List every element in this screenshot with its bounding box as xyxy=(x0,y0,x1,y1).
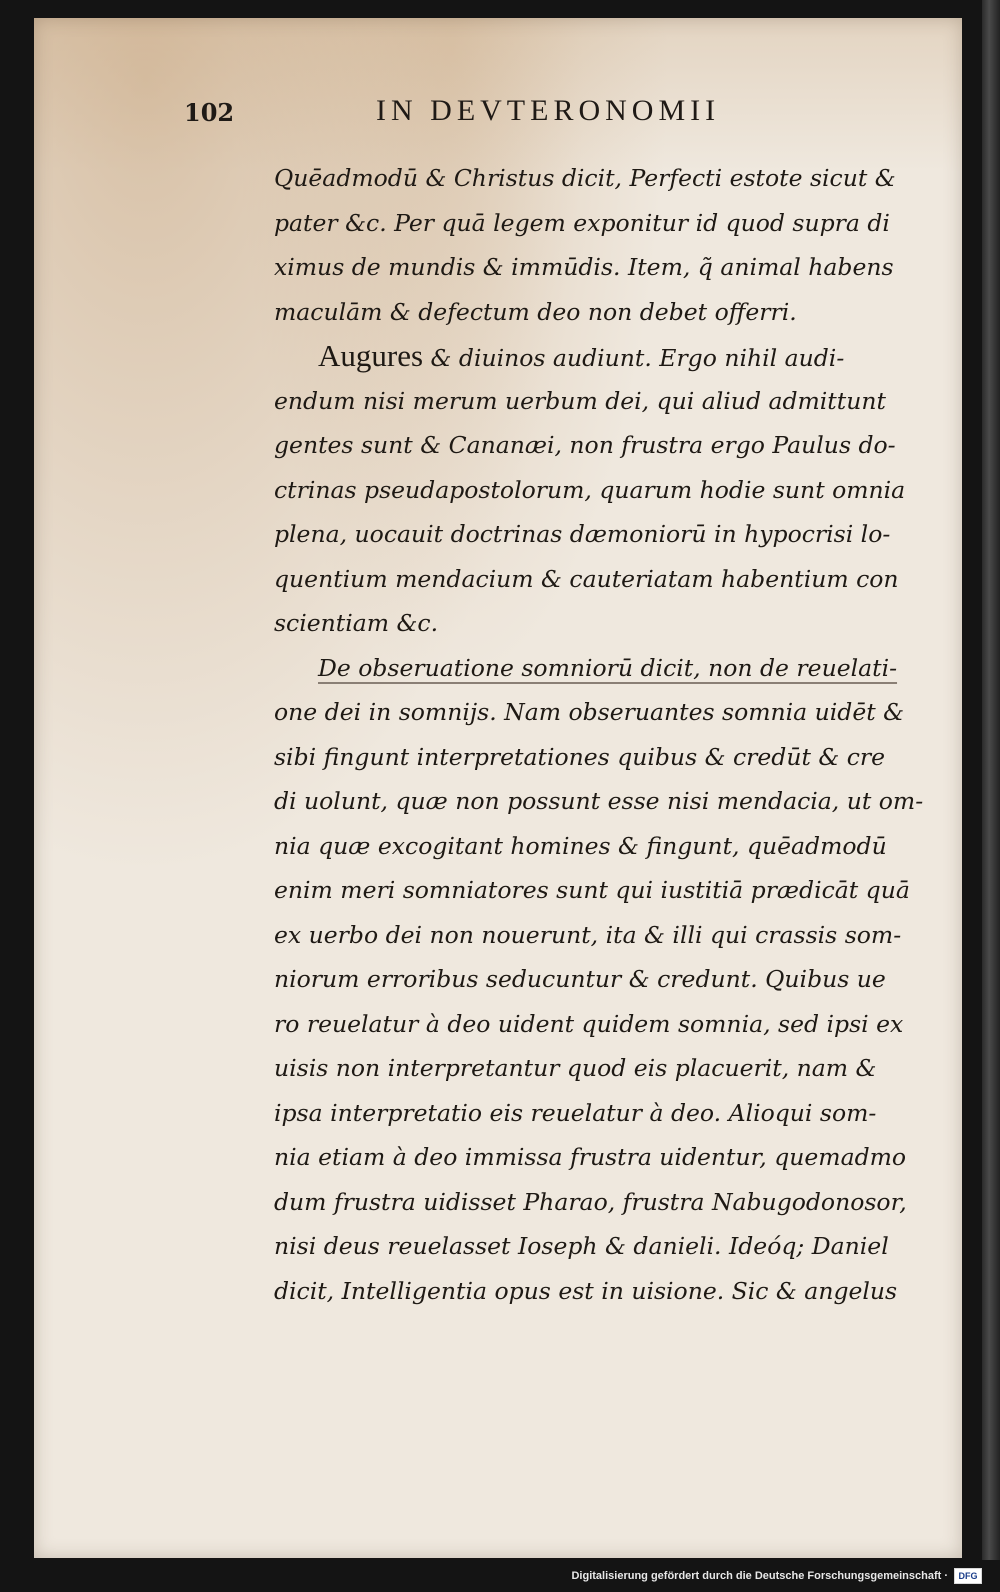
line-text: ex uerbo dei non nouerunt, ita & illi qui crassis som- xyxy=(274,920,902,949)
text-line xyxy=(274,156,964,201)
text-line xyxy=(274,868,964,913)
digitization-footer xyxy=(571,1566,982,1586)
line-text: gentes sunt & Cananæi, non frustra ergo Paulus do- xyxy=(274,431,896,459)
line-text: maculām & defectum deo non debet offerri. xyxy=(274,297,797,326)
line-text: endum nisi merum uerbum dei, qui aliud admittunt xyxy=(274,386,886,415)
paragraph-lead-word: Augures xyxy=(318,338,424,373)
line-text: ipsa interpretatio eis reuelatur à deo. Alioqui som- xyxy=(274,1098,877,1127)
line-text: niorum erroribus seducuntur & credunt. Quibus ue xyxy=(274,965,886,993)
line-text: dicit, Intelligentia opus est in uisione. Sic & angelus xyxy=(274,1276,898,1305)
line-text: nisi deus reuelasset Ioseph & danieli. Ideóq; Daniel xyxy=(274,1232,889,1260)
text-line xyxy=(274,379,964,424)
line-text: uisis non interpretantur quod eis placuerit, nam & xyxy=(274,1054,877,1082)
text-line xyxy=(274,913,964,958)
text-line xyxy=(274,1002,964,1047)
line-text: ro reuelatur à deo uident quidem somnia, sed ipsi ex xyxy=(274,1009,904,1038)
line-text: nia quæ excogitant homines & fingunt, quēadmodū xyxy=(274,831,887,860)
page-header xyxy=(184,94,944,138)
book-page xyxy=(34,18,962,1558)
text-line xyxy=(274,957,964,1002)
text-line xyxy=(274,512,964,557)
text-line xyxy=(274,646,964,691)
text-line xyxy=(274,201,964,246)
text-line xyxy=(274,334,964,379)
line-text: enim meri somniatores sunt qui iustitiā prædicāt quā xyxy=(274,876,910,904)
text-line xyxy=(274,1046,964,1091)
text-line xyxy=(274,290,964,335)
text-line xyxy=(274,423,964,468)
line-text: scientiam &c. xyxy=(274,609,439,637)
line-text: ximus de mundis & immūdis. Item, q̃ animal habens xyxy=(274,253,894,281)
text-line xyxy=(274,1135,964,1180)
text-line xyxy=(274,1224,964,1269)
text-line xyxy=(274,1180,964,1225)
running-head: IN DEVTERONOMII xyxy=(376,94,721,127)
text-line xyxy=(274,1269,964,1314)
line-text: sibi fingunt interpretationes quibus & credūt & cre xyxy=(274,742,886,771)
funding-credit: Digitalisierung gefördert durch die Deutsche Forschungsgemeinschaft · xyxy=(571,1570,948,1582)
text-line xyxy=(274,779,964,824)
page-number: 102 xyxy=(184,98,235,127)
line-text: De obseruatione somniorū dicit, non de reuelati- xyxy=(318,653,898,682)
line-text: plena, uocauit doctrinas dæmoniorū in hypocrisi lo- xyxy=(274,520,891,548)
line-text: & diuinos audiunt. Ergo nihil audi- xyxy=(423,344,845,372)
body-text xyxy=(274,156,964,1313)
text-line xyxy=(274,557,964,602)
line-text: dum frustra uidisset Pharao, frustra Nabugodonosor, xyxy=(274,1187,907,1216)
text-line xyxy=(274,1091,964,1136)
line-text: quentium mendacium & cauteriatam habentium con xyxy=(274,564,899,593)
dfg-logo-icon: DFG xyxy=(954,1568,982,1584)
line-text: pater &c. Per quā legem exponitur id quod supra di xyxy=(274,208,890,237)
text-line xyxy=(274,601,964,646)
line-text: di uolunt, quæ non possunt esse nisi mendacia, ut om- xyxy=(274,787,924,815)
text-line xyxy=(274,690,964,735)
line-text: ctrinas pseudapostolorum, quarum hodie sunt omnia xyxy=(274,475,906,504)
text-line xyxy=(274,735,964,780)
line-text: Quēadmodū & Christus dicit, Perfecti estote sicut & xyxy=(274,164,896,192)
book-binding-edge xyxy=(982,0,1000,1560)
line-text: one dei in somnijs. Nam obseruantes somnia uidēt & xyxy=(274,698,905,726)
line-text: nia etiam à deo immissa frustra uidentur, quemadmo xyxy=(274,1143,907,1171)
text-line xyxy=(274,245,964,290)
text-line xyxy=(274,824,964,869)
text-line xyxy=(274,468,964,513)
